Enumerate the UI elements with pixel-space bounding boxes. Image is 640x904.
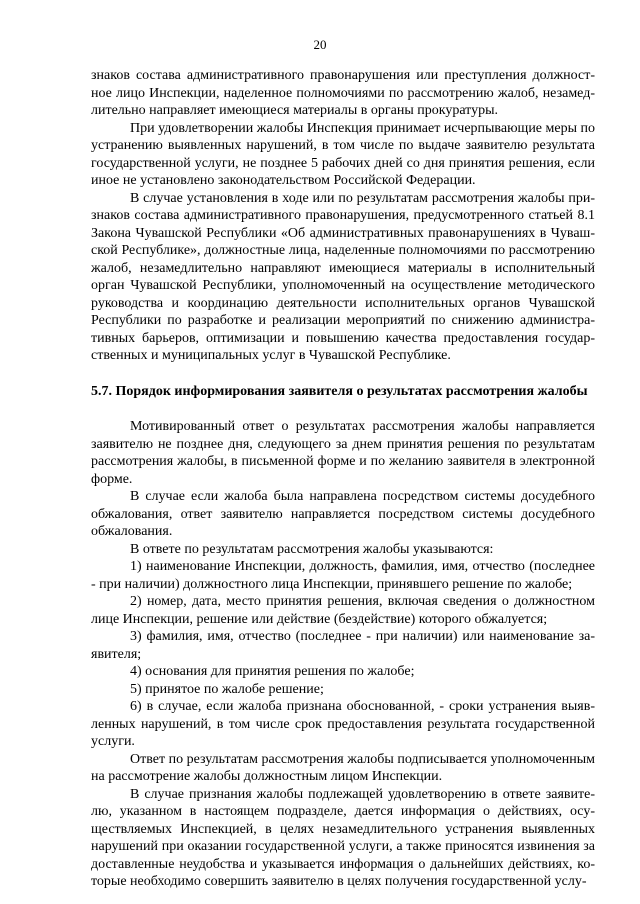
paragraph: В случае установления в ходе или по результатам рассмотрения жалобы признаков состава административного правонарушения, предусмотренного статьей 8.1 Закона Чувашской Республики «Об административных правонарушениях в Чувашской Республике», должностные лица, наделенные полномочиями по рассмотрению жалоб, незамедлительно направляют имеющиеся материалы в исполнительный орган Чувашской Республики, уполномоченный на осуществление методического руководства и координацию деятельности исполнительных органов Чувашской Республики по разработке и реализации мероприятий по снижению административных барьеров, оптимизации и повышению качества предоставления государственных и муниципальных услуг в Чувашской Республике. bbox=[91, 190, 595, 363]
paragraphs-after bbox=[91, 418, 595, 891]
page-number: 20 bbox=[313, 37, 327, 52]
list-item: 4) основания для принятия решения по жалобе; bbox=[130, 664, 415, 679]
list-item: 2) номер, дата, место принятия решения, включая сведения о должностном лице Инспекции, решение или действие (бездействие) которого обжалуется; bbox=[91, 594, 595, 627]
paragraph: знаков состава административного правонарушения или преступления должностное лицо Инспекции, наделенное полномочиями по рассмотрению жалоб, незамедлительно направляет имеющиеся материалы в органы прокуратуры. bbox=[91, 68, 595, 118]
paragraph: При удовлетворении жалобы Инспекция принимает исчерпывающие меры по устранению выявленных нарушений, в том числе по выдаче заявителю результата государственной услуги, не позднее 5 рабочих дней со дня принятия решения, если иное не установлено законодательством Российской Федерации. bbox=[91, 120, 595, 188]
list-item: 1) наименование Инспекции, должность, фамилия, имя, отчество (последнее - при наличии) должностного лица Инспекции, принявшего решение по жалобе; bbox=[91, 559, 595, 592]
list-item: 3) фамилия, имя, отчество (последнее - при наличии) или наименование заявителя; bbox=[91, 629, 595, 662]
paragraph: Ответ по результатам рассмотрения жалобы подписывается уполномоченным на рассмотрение жалобы должностным лицом Инспекции. bbox=[91, 751, 595, 784]
section-heading: 5.7. Порядок информирования заявителя о результатах рассмотрения жалобы bbox=[91, 383, 588, 399]
list-item: 6) в случае, если жалоба признана обоснованной, - сроки устранения выявленных нарушений, в том числе срок предоставления результата государственной услуги. bbox=[91, 699, 595, 749]
document-body bbox=[91, 67, 595, 891]
list-item: 5) принятое по жалобе решение; bbox=[130, 681, 324, 697]
paragraph: Мотивированный ответ о результатах рассмотрения жалобы направляется заявителю не позднее дня, следующего за днем принятия решения по результатам рассмотрения жалобы, в письменной форме и по желанию заявителя в электронной форме. bbox=[91, 419, 595, 487]
paragraphs-before bbox=[91, 67, 595, 365]
paragraph: В случае признания жалобы подлежащей удовлетворению в ответе заявителю, указанном в настоящем подразделе, дается информация о действиях, осуществляемых Инспекцией, в целях незамедлительного устранения выявленных нарушений при оказании государственной услуги, а также приносятся извинения за доставленные неудобства и указывается информация о дальнейших действиях, которые необходимо совершить заявителю в целях получения государственной услу- bbox=[91, 786, 595, 889]
paragraph: В случае если жалоба была направлена посредством системы досудебного обжалования, ответ заявителю направляется посредством системы досудебного обжалования. bbox=[91, 489, 595, 539]
paragraph: В ответе по результатам рассмотрения жалобы указываются: bbox=[130, 541, 494, 557]
